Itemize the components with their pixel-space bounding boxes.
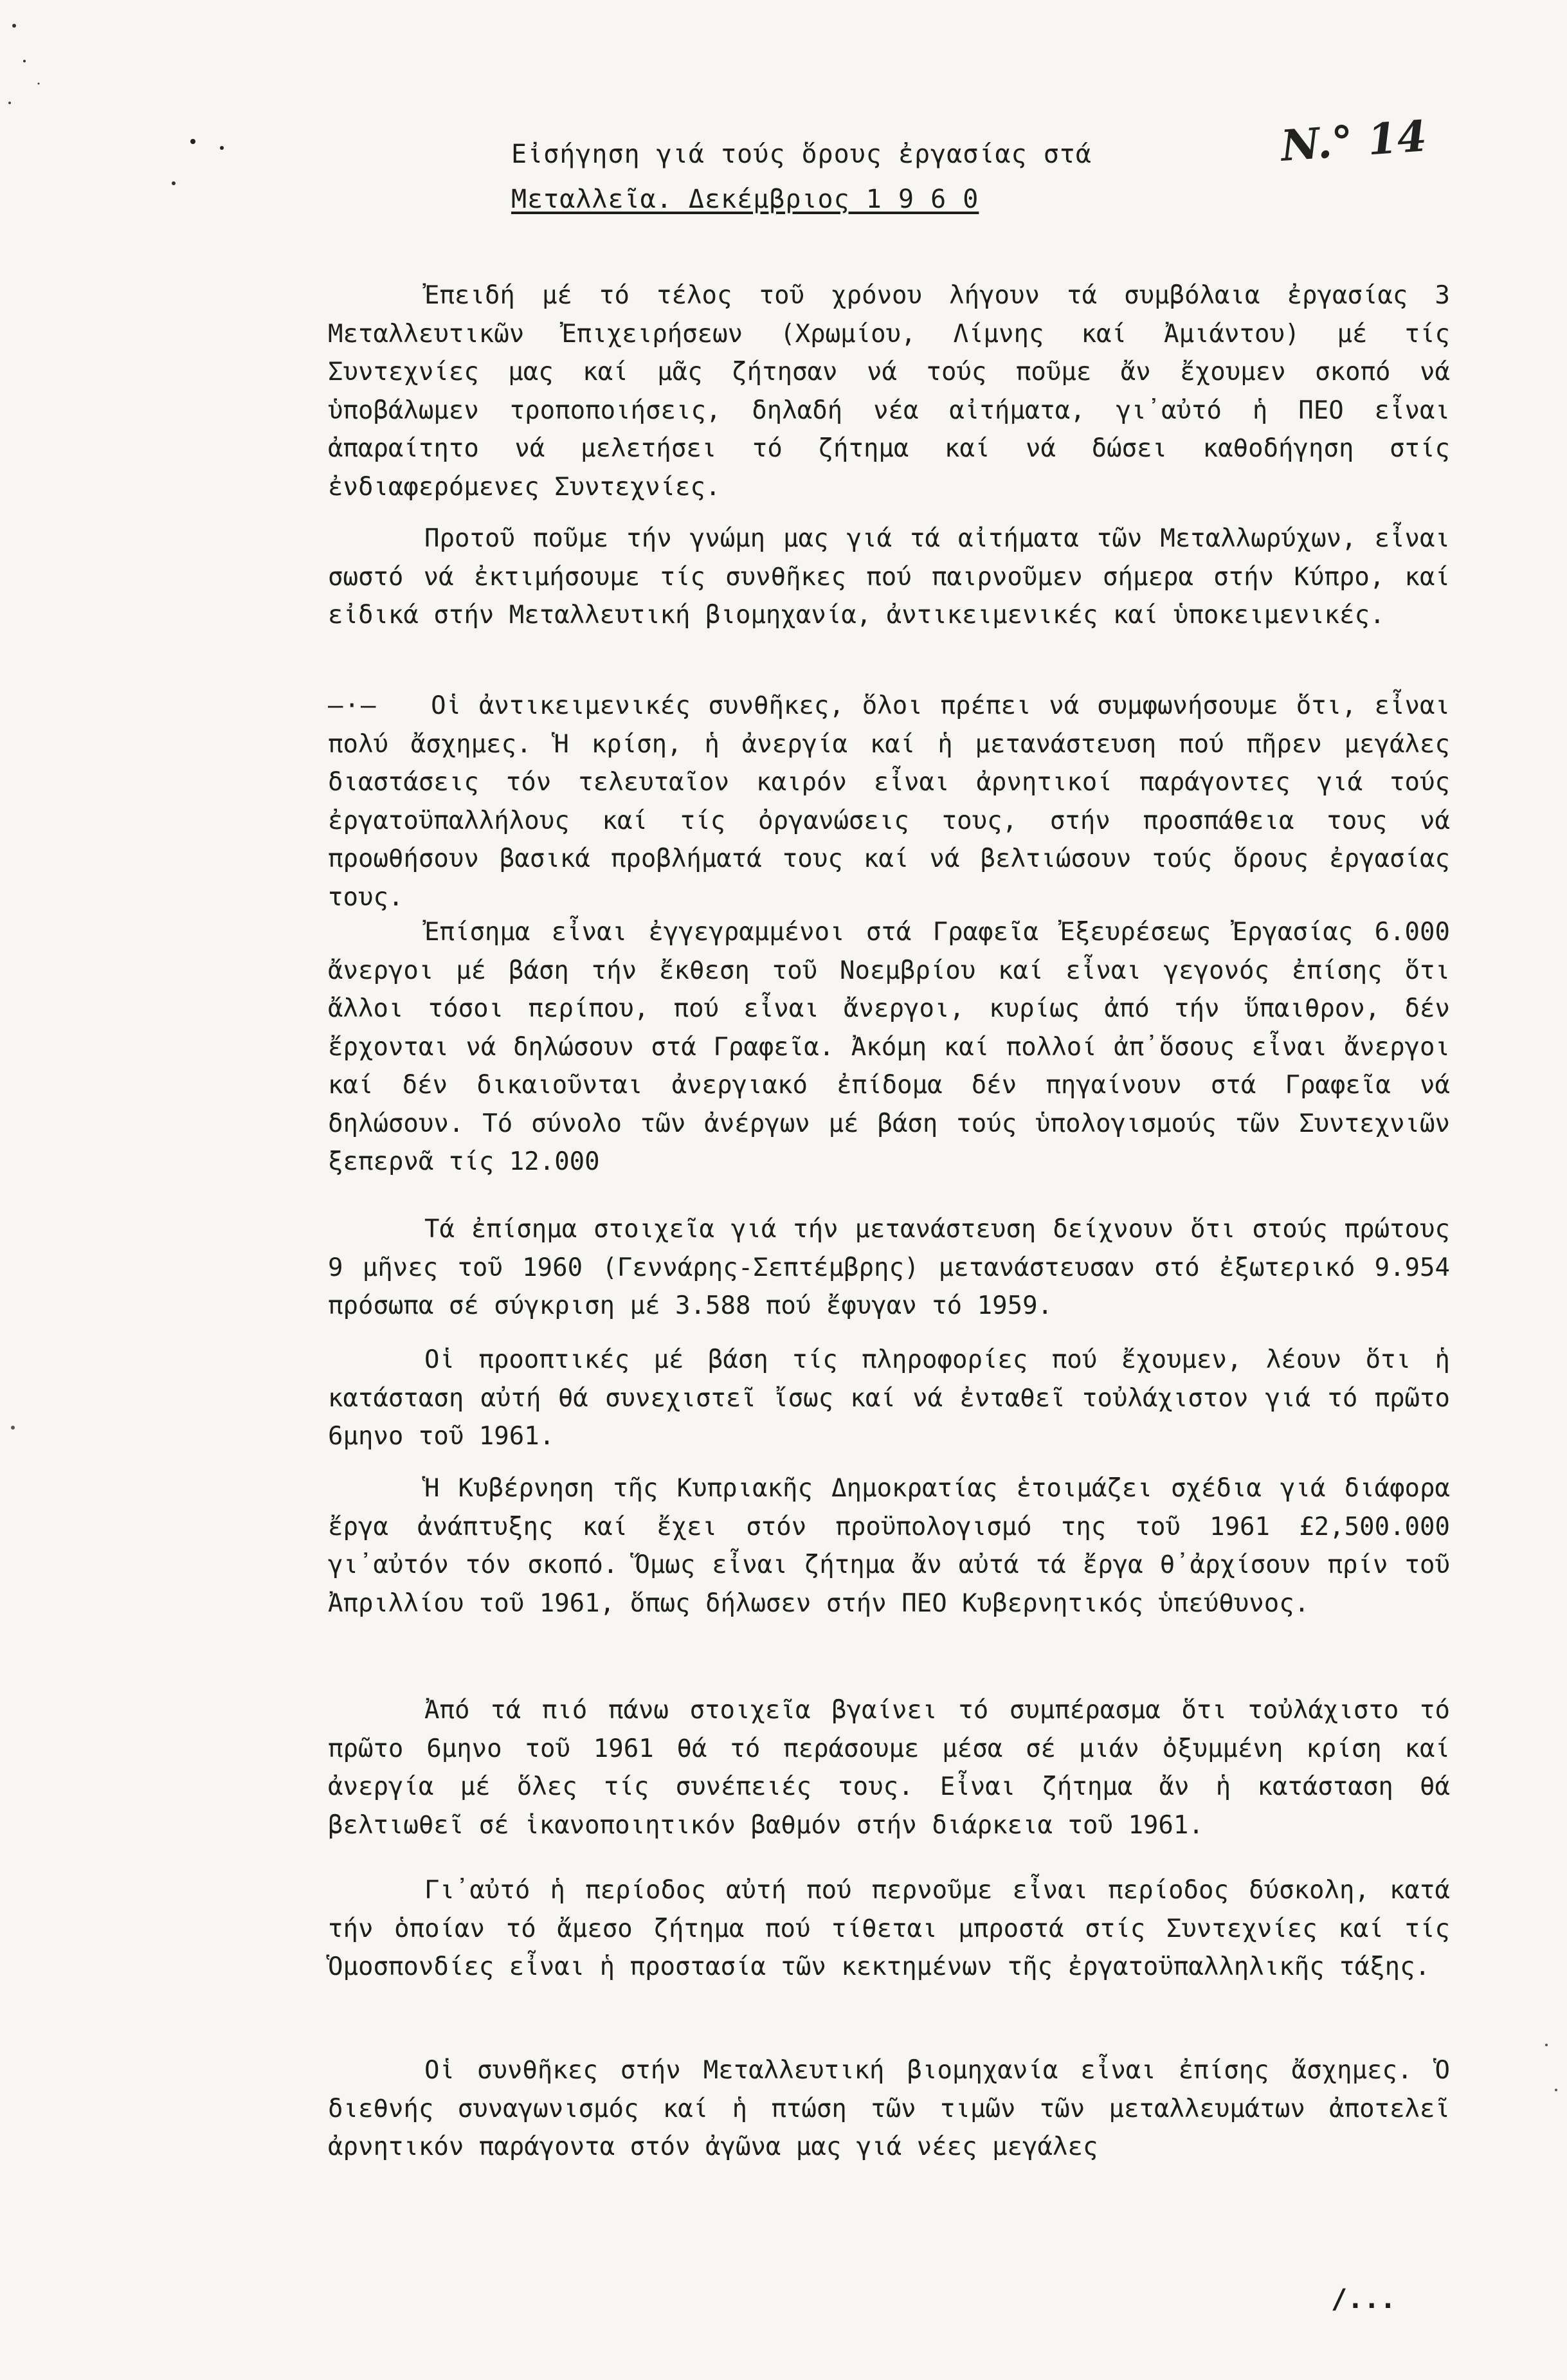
scan-speck (190, 139, 195, 144)
title-line-1: Εἰσήγηση γιά τούς ὅρους ἐργασίας στά (511, 140, 1092, 169)
document-title (511, 132, 1092, 222)
paragraph: Οἱ προοπτικές μέ βάση τίς πληροφορίες πού ἔχουμεν, λέουν ὅτι ἡ κατάσταση αὐτή θά συνεχιστεῖ ἴσως καί νά ἐνταθεῖ τοὐλάχιστον γιά τό πρῶτο 6μηνο τοῦ 1961. (328, 1345, 1450, 1451)
scan-speck (11, 1426, 15, 1430)
paragraph: Τά ἐπίσημα στοιχεῖα γιά τήν μετανάστευση δείχνουν ὅτι στούς πρώτους 9 μῆνες τοῦ 1960 (Γεννάρης-Σεπτέμβρης) μετανάστευσαν στό ἐξωτερικό 9.954 πρόσωπα σέ σύγκριση μέ 3.588 πού ἔφυγαν τό 1959. (328, 1215, 1450, 1320)
paragraph (328, 687, 1450, 916)
scan-speck (12, 24, 16, 28)
paragraph-text: Οἱ ἀντικειμενικές συνθῆκες, ὅλοι πρέπει νά συμφωνήσουμε ὅτι, εἶναι πολύ ἄσχημες. Ἡ κρίση, ἡ ἀνεργία καί ἡ μετανάστευση πού πῆρεν μεγάλες διαστάσεις τόν τελευταῖον καιρόν εἶναι ἀρνητικοί παράγοντες γιά τούς ἐργατοϋπαλλήλους καί τίς ὀργανώσεις τους, στήν προσπάθεια τους νά προωθήσουν βασικά προβλήματά τους καί νά βελτιώσουν τούς ὅρους ἐργασίας τους. (328, 691, 1450, 912)
paragraph: Ἀπό τά πιό πάνω στοιχεῖα βγαίνει τό συμπέρασμα ὅτι τοὐλάχιστο τό πρῶτο 6μηνο τοῦ 1961 θά τό περάσουμε μέσα σέ μιάν ὀξυμμένη κρίση καί ἀνεργία μέ ὅλες τίς συνέπειές τους. Εἶναι ζήτημα ἄν ἡ κατάσταση θά βελτιωθεῖ σέ ἱκανοποιητικόν βαθμόν στήν διάρκεια τοῦ 1961. (328, 1696, 1450, 1840)
paragraph: Προτοῦ ποῦμε τήν γνώμη μας γιά τά αἰτήματα τῶν Μεταλλωρύχων, εἶναι σωστό νά ἐκτιμήσουμε τίς συνθῆκες πού παιρνοῦμεν σήμερα στήν Κύπρο, καί εἰδικά στήν Μεταλλευτική βιομηχανία, ἀντικειμενικές καί ὑποκειμενικές. (328, 524, 1450, 630)
scan-speck (220, 146, 224, 150)
title-line-2: Μεταλλεῖα. Δεκέμβριος 1 9 6 0 (511, 185, 979, 214)
scan-speck (172, 181, 176, 185)
paragraph-dash: —·— (328, 691, 377, 720)
scan-speck (1545, 2044, 1548, 2046)
paragraph: Γι᾽αὐτό ἡ περίοδος αὐτή πού περνοῦμε εἶναι περίοδος δύσκολη, κατά τήν ὁποίαν τό ἄμεσο ζήτημα πού τίθεται μπροστά στίς Συντεχνίες καί τίς Ὁμοσπονδίες εἶναι ἡ προστασία τῶν κεκτημένων τῆς ἐργατοϋπαλληλικῆς τάξης. (328, 1876, 1450, 1981)
paragraph: Ἐπειδή μέ τό τέλος τοῦ χρόνου λήγουν τά συμβόλαια ἐργασίας 3 Μεταλλευτικῶν Ἐπιχειρήσεων (Χρωμίου, Λίμνης καί Ἀμιάντου) μέ τίς Συντεχνίες μας καί μᾶς ζήτησαν νά τούς ποῦμε ἄν ἔχουμεν σκοπό νά ὑποβάλωμεν τροποποιήσεις, δηλαδή νέα αἰτήματα, γι᾽αὐτό ἡ ΠΕΟ εἶναι ἀπαραίτητο νά μελετήσει τό ζήτημα καί νά δώσει καθοδήγηση στίς ἐνδιαφερόμενες Συντεχνίες. (328, 281, 1450, 502)
paragraph: Ἐπίσημα εἶναι ἐγγεγραμμένοι στά Γραφεῖα Ἐξευρέσεως Ἐργασίας 6.000 ἄνεργοι μέ βάση τήν ἔκθεση τοῦ Νοεμβρίου καί εἶναι γεγονός ἐπίσης ὅτι ἄλλοι τόσοι περίπου, πού εἶναι ἄνεργοι, κυρίως ἀπό τήν ὕπαιθρον, δέν ἔρχονται νά δηλώσουν στά Γραφεῖα. Ἀκόμη καί πολλοί ἀπ᾽ὅσους εἶναι ἄνεργοι καί δέν δικαιοῦνται ἀνεργιακό ἐπίδομα δέν πηγαίνουν στά Γραφεῖα νά δηλώσουν. Τό σύνολο τῶν ἀνέργων μέ βάση τούς ὑπολογισμούς τῶν Συντεχνιῶν ξεπερνᾶ τίς 12.000 (328, 918, 1450, 1176)
paragraph: Οἱ συνθῆκες στήν Μεταλλευτική βιομηχανία εἶναι ἐπίσης ἄσχημες. Ὁ διεθνής συναγωνισμός καί ἡ πτώση τῶν τιμῶν τῶν μεταλλευμάτων ἀποτελεῖ ἀρνητικόν παράγοντα στόν ἀγῶνα μας γιά νέες μεγάλες (328, 2056, 1450, 2161)
scan-speck (38, 83, 40, 85)
scan-speck (23, 60, 26, 62)
scan-speck (1555, 2089, 1557, 2091)
scan-speck (8, 102, 11, 104)
handwritten-doc-number: N.° 14 (1279, 111, 1429, 171)
paragraph: Ἡ Κυβέρνηση τῆς Κυπριακῆς Δημοκρατίας ἑτοιμάζει σχέδια γιά διάφορα ἔργα ἀνάπτυξης καί ἔχει στόν προϋπολογισμό της τοῦ 1961 £2,500.000 γι᾽αὐτόν τόν σκοπό. Ὅμως εἶναι ζήτημα ἄν αὐτά τά ἔργα θ᾽ἀρχίσουν πρίν τοῦ Ἀπριλλίου τοῦ 1961, ὅπως δήλωσεν στήν ΠΕΟ Κυβερνητικός ὑπεύθυνος. (328, 1474, 1450, 1618)
continuation-mark: /... (1331, 2283, 1397, 2314)
